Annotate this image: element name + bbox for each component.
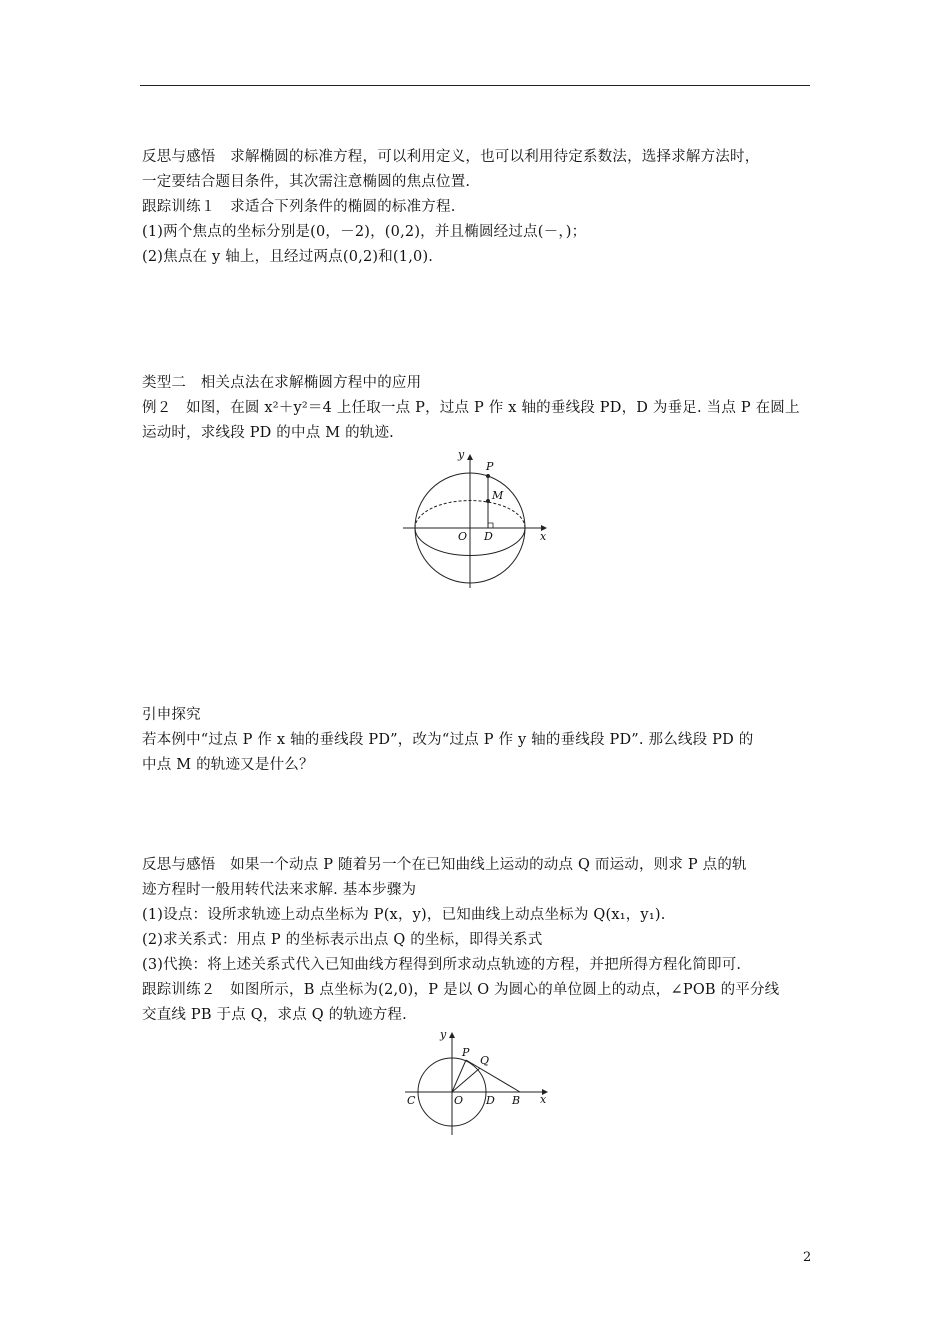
- label-b: B: [512, 1094, 521, 1107]
- point-m: [486, 499, 490, 503]
- section-heading: 引申探究: [142, 707, 201, 723]
- point-p: [486, 474, 490, 478]
- label-q: Q: [480, 1054, 490, 1067]
- text-line: 跟踪训练１ 求适合下列条件的椭圆的标准方程.: [142, 199, 456, 215]
- text-line: 例２ 如图，在圆 x²＋y²＝4 上任取一点 P，过点 P 作 x 轴的垂线段 PD，D 为垂足. 当点 P 在圆上: [142, 400, 800, 416]
- label-x: x: [540, 1093, 547, 1106]
- y-axis-arrow: [449, 1032, 455, 1038]
- label-o: O: [454, 1094, 464, 1107]
- text-line: 跟踪训练２ 如图所示，B 点坐标为(2,0)，P 是以 O 为圆心的单位圆上的动点，∠POB 的平分线: [142, 982, 780, 998]
- page-number: 2: [803, 1250, 812, 1265]
- label-c: C: [407, 1094, 416, 1107]
- label-o: O: [458, 530, 468, 543]
- label-x: x: [540, 530, 547, 543]
- text-line: (1)设点：设所求轨迹上动点坐标为 P(x，y)，已知曲线上动点坐标为 Q(x₁，y₁).: [142, 907, 666, 923]
- label-p: P: [486, 460, 494, 473]
- text-line: (1)两个焦点的坐标分别是(0，－2)，(0,2)，并且椭圆经过点(－，)；: [142, 224, 587, 240]
- label-d: D: [486, 1094, 495, 1107]
- y-axis-arrow: [467, 454, 473, 460]
- text-line: 若本例中“过点 P 作 x 轴的垂线段 PD”，改为“过点 P 作 y 轴的垂线段 PD”. 那么线段 PD 的: [142, 732, 754, 748]
- text-line: 一定要结合题目条件，其次需注意椭圆的焦点位置.: [142, 174, 471, 190]
- section-heading: 类型二 相关点法在求解椭圆方程中的应用: [142, 375, 422, 391]
- segment-pb: [466, 1060, 520, 1092]
- text-line: (2)焦点在 y 轴上，且经过两点(0,2)和(1,0).: [142, 249, 434, 265]
- label-m: M: [492, 489, 504, 502]
- text-line: (3)代换：将上述关系式代入已知曲线方程得到所求动点轨迹的方程，并把所得方程化简即可.: [142, 957, 742, 973]
- text-line: 中点 M 的轨迹又是什么？: [142, 757, 314, 773]
- text-line: 交直线 PB 于点 Q，求点 Q 的轨迹方程.: [142, 1007, 407, 1023]
- segment-op: [452, 1060, 466, 1092]
- segment-oq: [452, 1068, 480, 1092]
- label-d: D: [484, 530, 493, 543]
- label-y: y: [458, 448, 465, 461]
- text-line: 迹方程时一般用转代法来求解. 基本步骤为: [142, 882, 417, 898]
- label-p: P: [462, 1046, 470, 1059]
- label-y: y: [440, 1030, 447, 1041]
- header-rule: [140, 85, 810, 86]
- text-line: 反思与感悟 如果一个动点 P 随着另一个在已知曲线上运动的动点 Q 而运动，则求 P 点的轨: [142, 857, 747, 873]
- figure-circle-ellipse: [395, 448, 555, 593]
- figure-unit-circle: [400, 1030, 560, 1140]
- text-line: (2)求关系式：用点 P 的坐标表示出点 Q 的坐标，即得关系式: [142, 932, 543, 948]
- right-angle-mark: [488, 523, 493, 528]
- text-line: 反思与感悟 求解椭圆的标准方程，可以利用定义，也可以利用待定系数法，选择求解方法时，: [142, 149, 760, 165]
- text-line: 运动时，求线段 PD 的中点 M 的轨迹.: [142, 425, 394, 441]
